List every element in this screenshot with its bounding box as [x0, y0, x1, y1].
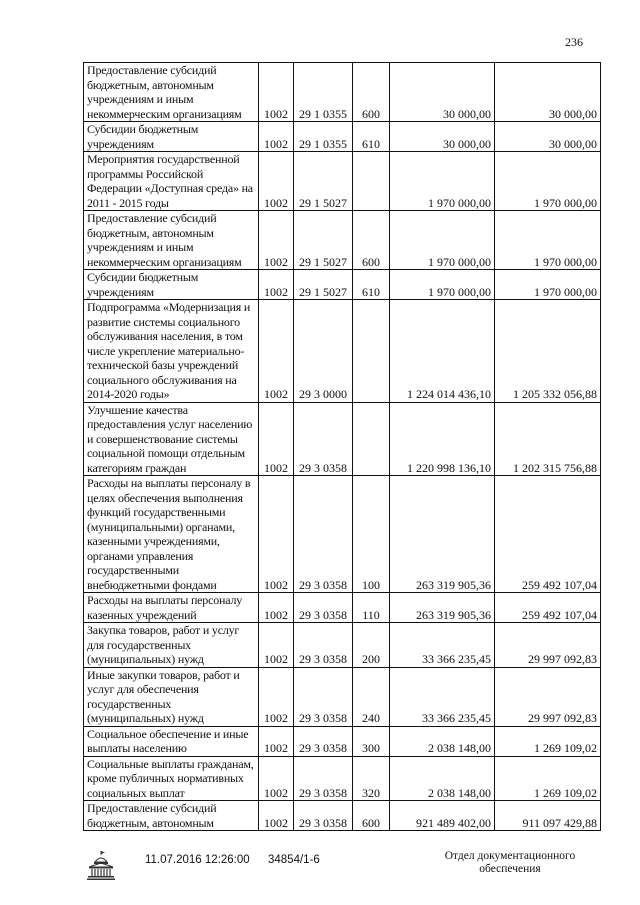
row-section-cell: 1002 — [259, 801, 294, 831]
row-sum-plan-cell: 30 000,00 — [390, 122, 495, 152]
table-row — [84, 402, 601, 476]
row-sum-actual-cell: 29 997 092,83 — [495, 667, 601, 726]
row-target-article-cell: 29 3 0358 — [294, 756, 353, 801]
table-row — [84, 667, 601, 726]
page-number: 236 — [565, 35, 583, 49]
row-sum-plan-cell: 33 366 235,45 — [390, 667, 495, 726]
table-row — [84, 211, 601, 270]
row-section-cell: 1002 — [259, 726, 294, 756]
row-sum-plan-cell: 2 038 148,00 — [390, 756, 495, 801]
table-row — [84, 63, 601, 122]
row-name-cell: Улучшение качества предоставления услуг населению и совершенствование системы социальной помощи отдельным категориям граждан — [84, 402, 259, 476]
row-name-cell: Иные закупки товаров, работ и услуг для обеспечения государственных (муниципальных) нужд — [84, 667, 259, 726]
row-expense-type-cell: 100 — [353, 476, 390, 593]
row-section-cell: 1002 — [259, 623, 294, 668]
duma-building-logo-icon — [85, 849, 117, 883]
row-sum-actual-cell: 1 970 000,00 — [495, 211, 601, 270]
row-section-cell: 1002 — [259, 756, 294, 801]
row-target-article-cell: 29 3 0000 — [294, 300, 353, 403]
row-expense-type-cell: 240 — [353, 667, 390, 726]
table-row — [84, 152, 601, 211]
row-expense-type-cell — [353, 300, 390, 403]
footer-department-line1: Отдел документационного — [444, 850, 576, 862]
row-target-article-cell: 29 1 5027 — [294, 152, 353, 211]
row-sum-actual-cell: 30 000,00 — [495, 63, 601, 122]
table-row — [84, 801, 601, 831]
row-name-cell: Подпрограмма «Модернизация и развитие системы социального обслуживания населения, в том числе укрепление материально-технической базы учреждений социального обслуживания на 2014-2020 годы» — [84, 300, 259, 403]
row-target-article-cell: 29 3 0358 — [294, 623, 353, 668]
row-target-article-cell: 29 3 0358 — [294, 476, 353, 593]
row-section-cell: 1002 — [259, 667, 294, 726]
table-row — [84, 623, 601, 668]
row-name-cell: Предоставление субсидий бюджетным, автономным — [84, 801, 259, 831]
table-row — [84, 300, 601, 403]
footer-doc-number: 34854/1-6 — [268, 854, 320, 866]
row-sum-actual-cell: 1 970 000,00 — [495, 152, 601, 211]
row-section-cell: 1002 — [259, 402, 294, 476]
row-name-cell: Закупка товаров, работ и услуг для государственных (муниципальных) нужд — [84, 623, 259, 668]
row-name-cell: Субсидии бюджетным учреждениям — [84, 270, 259, 300]
row-name-cell: Расходы на выплаты персоналу казенных учреждений — [84, 593, 259, 623]
row-sum-actual-cell: 1 202 315 756,88 — [495, 402, 601, 476]
row-name-cell: Социальные выплаты гражданам, кроме публичных нормативных социальных выплат — [84, 756, 259, 801]
footer-department-line2: обеспечения — [479, 863, 541, 875]
table-row — [84, 122, 601, 152]
row-expense-type-cell: 600 — [353, 63, 390, 122]
row-target-article-cell: 29 3 0358 — [294, 593, 353, 623]
row-expense-type-cell: 600 — [353, 211, 390, 270]
footer-department — [430, 850, 590, 876]
table-row — [84, 476, 601, 593]
row-section-cell: 1002 — [259, 270, 294, 300]
row-expense-type-cell — [353, 402, 390, 476]
row-sum-plan-cell: 1 970 000,00 — [390, 152, 495, 211]
row-sum-plan-cell: 1 220 998 136,10 — [390, 402, 495, 476]
row-sum-actual-cell: 29 997 092,83 — [495, 623, 601, 668]
row-section-cell: 1002 — [259, 593, 294, 623]
table-row — [84, 726, 601, 756]
row-name-cell: Субсидии бюджетным учреждениям — [84, 122, 259, 152]
row-expense-type-cell: 610 — [353, 122, 390, 152]
row-expense-type-cell: 600 — [353, 801, 390, 831]
row-sum-actual-cell: 1 269 109,02 — [495, 726, 601, 756]
row-name-cell: Предоставление субсидий бюджетным, автономным учреждениям и иным некоммерческим организациям — [84, 63, 259, 122]
row-sum-plan-cell: 263 319 905,36 — [390, 476, 495, 593]
row-sum-plan-cell: 30 000,00 — [390, 63, 495, 122]
row-sum-actual-cell: 1 205 332 056,88 — [495, 300, 601, 403]
row-section-cell: 1002 — [259, 152, 294, 211]
row-target-article-cell: 29 3 0358 — [294, 726, 353, 756]
row-expense-type-cell — [353, 152, 390, 211]
row-sum-plan-cell: 1 224 014 436,10 — [390, 300, 495, 403]
row-target-article-cell: 29 3 0358 — [294, 801, 353, 831]
row-sum-actual-cell: 30 000,00 — [495, 122, 601, 152]
row-target-article-cell: 29 1 5027 — [294, 270, 353, 300]
row-section-cell: 1002 — [259, 211, 294, 270]
row-sum-plan-cell: 33 366 235,45 — [390, 623, 495, 668]
row-name-cell: Предоставление субсидий бюджетным, автономным учреждениям и иным некоммерческим организациям — [84, 211, 259, 270]
row-sum-plan-cell: 2 038 148,00 — [390, 726, 495, 756]
row-sum-actual-cell: 1 269 109,02 — [495, 756, 601, 801]
row-name-cell: Мероприятия государственной программы Российской Федерации «Доступная среда» на 2011 - 2015 годы — [84, 152, 259, 211]
row-sum-actual-cell: 1 970 000,00 — [495, 270, 601, 300]
table-row — [84, 756, 601, 801]
row-section-cell: 1002 — [259, 476, 294, 593]
budget-table — [83, 62, 601, 831]
row-target-article-cell: 29 3 0358 — [294, 667, 353, 726]
row-sum-actual-cell: 259 492 107,04 — [495, 476, 601, 593]
table-row — [84, 270, 601, 300]
row-sum-actual-cell: 259 492 107,04 — [495, 593, 601, 623]
row-target-article-cell: 29 1 0355 — [294, 122, 353, 152]
budget-table-body — [84, 63, 601, 831]
row-sum-plan-cell: 921 489 402,00 — [390, 801, 495, 831]
row-expense-type-cell: 110 — [353, 593, 390, 623]
row-sum-plan-cell: 1 970 000,00 — [390, 211, 495, 270]
row-sum-plan-cell: 1 970 000,00 — [390, 270, 495, 300]
row-section-cell: 1002 — [259, 63, 294, 122]
row-expense-type-cell: 320 — [353, 756, 390, 801]
row-name-cell: Социальное обеспечение и иные выплаты населению — [84, 726, 259, 756]
row-sum-plan-cell: 263 319 905,36 — [390, 593, 495, 623]
row-target-article-cell: 29 1 5027 — [294, 211, 353, 270]
row-name-cell: Расходы на выплаты персоналу в целях обеспечения выполнения функций государственными (муниципальными) органами, казенными учреждениями, органами управления государственными внебюджетными фондами — [84, 476, 259, 593]
row-expense-type-cell: 200 — [353, 623, 390, 668]
row-expense-type-cell: 610 — [353, 270, 390, 300]
table-row — [84, 593, 601, 623]
row-target-article-cell: 29 3 0358 — [294, 402, 353, 476]
row-section-cell: 1002 — [259, 122, 294, 152]
footer-date: 11.07.2016 12:26:00 — [145, 854, 250, 866]
row-sum-actual-cell: 911 097 429,88 — [495, 801, 601, 831]
row-expense-type-cell: 300 — [353, 726, 390, 756]
row-section-cell: 1002 — [259, 300, 294, 403]
row-target-article-cell: 29 1 0355 — [294, 63, 353, 122]
